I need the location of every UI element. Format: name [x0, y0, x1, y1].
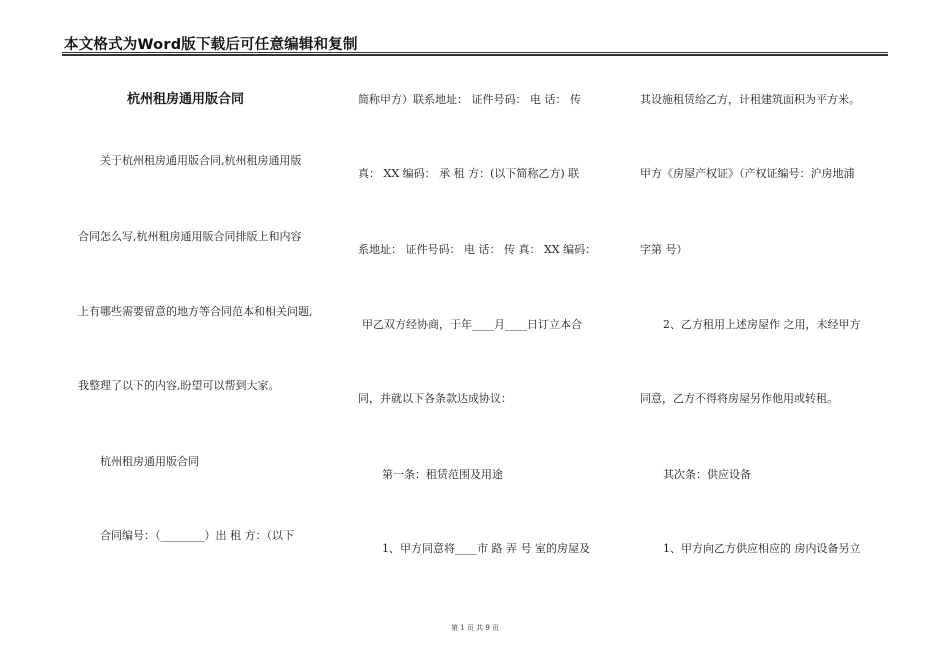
paragraph-line: 合同怎么写,杭州租房通用版合同排版上和内容 — [78, 230, 302, 243]
paragraph-line: 甲乙双方经协商，于年____月____日订立本合 — [362, 318, 582, 331]
section-heading: 第一条：租赁范围及用途 — [382, 468, 503, 481]
paragraph-line: 关于杭州租房通用版合同,杭州租房通用版 — [100, 154, 302, 167]
header-rule — [62, 52, 888, 53]
page-number: 第 1 页 共 9 页 — [450, 624, 500, 632]
paragraph-line: 同，并就以下各条款达成协议： — [358, 392, 512, 405]
paragraph-line: 同意，乙方不得将房屋另作他用或转租。 — [640, 392, 838, 405]
paragraph-line: 字第 号） — [640, 243, 688, 256]
paragraph-line: 我整理了以下的内容,盼望可以帮到大家。 — [78, 379, 280, 392]
paragraph-line: 系地址： 证件号码： 电 话： 传 真： XX 编码： — [358, 243, 597, 256]
paragraph-line: 真： XX 编码： 承 租 方：(以下简称乙方) 联 — [358, 167, 580, 180]
document-banner: 本文格式为Word版下载后可任意编辑和复制 — [64, 37, 358, 53]
contract-title: 杭州租房通用版合同 — [127, 92, 245, 107]
header-rule-bold — [62, 54, 888, 56]
section-heading: 其次条：供应设备 — [663, 468, 751, 481]
paragraph-line: 简称甲方）联系地址： 证件号码： 电 话： 传 — [358, 93, 581, 106]
paragraph-line: 2、乙方租用上述房屋作 之用，未经甲方 — [663, 318, 861, 331]
paragraph-line: 1、甲方同意将____市 路 弄 号 室的房屋及 — [382, 542, 590, 555]
paragraph-line: 合同编号：（________）出 租 方：（以下 — [100, 529, 294, 542]
paragraph-line: 其设施租赁给乙方，计租建筑面积为平方米。 — [640, 93, 860, 106]
paragraph-line: 杭州租房通用版合同 — [100, 455, 199, 468]
paragraph-line: 甲方《房屋产权证》（产权证编号：沪房地浦 — [640, 167, 855, 180]
paragraph-line: 上有哪些需要留意的地方等合同范本和相关问题, — [78, 305, 313, 318]
paragraph-line: 1、甲方向乙方供应相应的 房内设备另立 — [663, 542, 861, 555]
